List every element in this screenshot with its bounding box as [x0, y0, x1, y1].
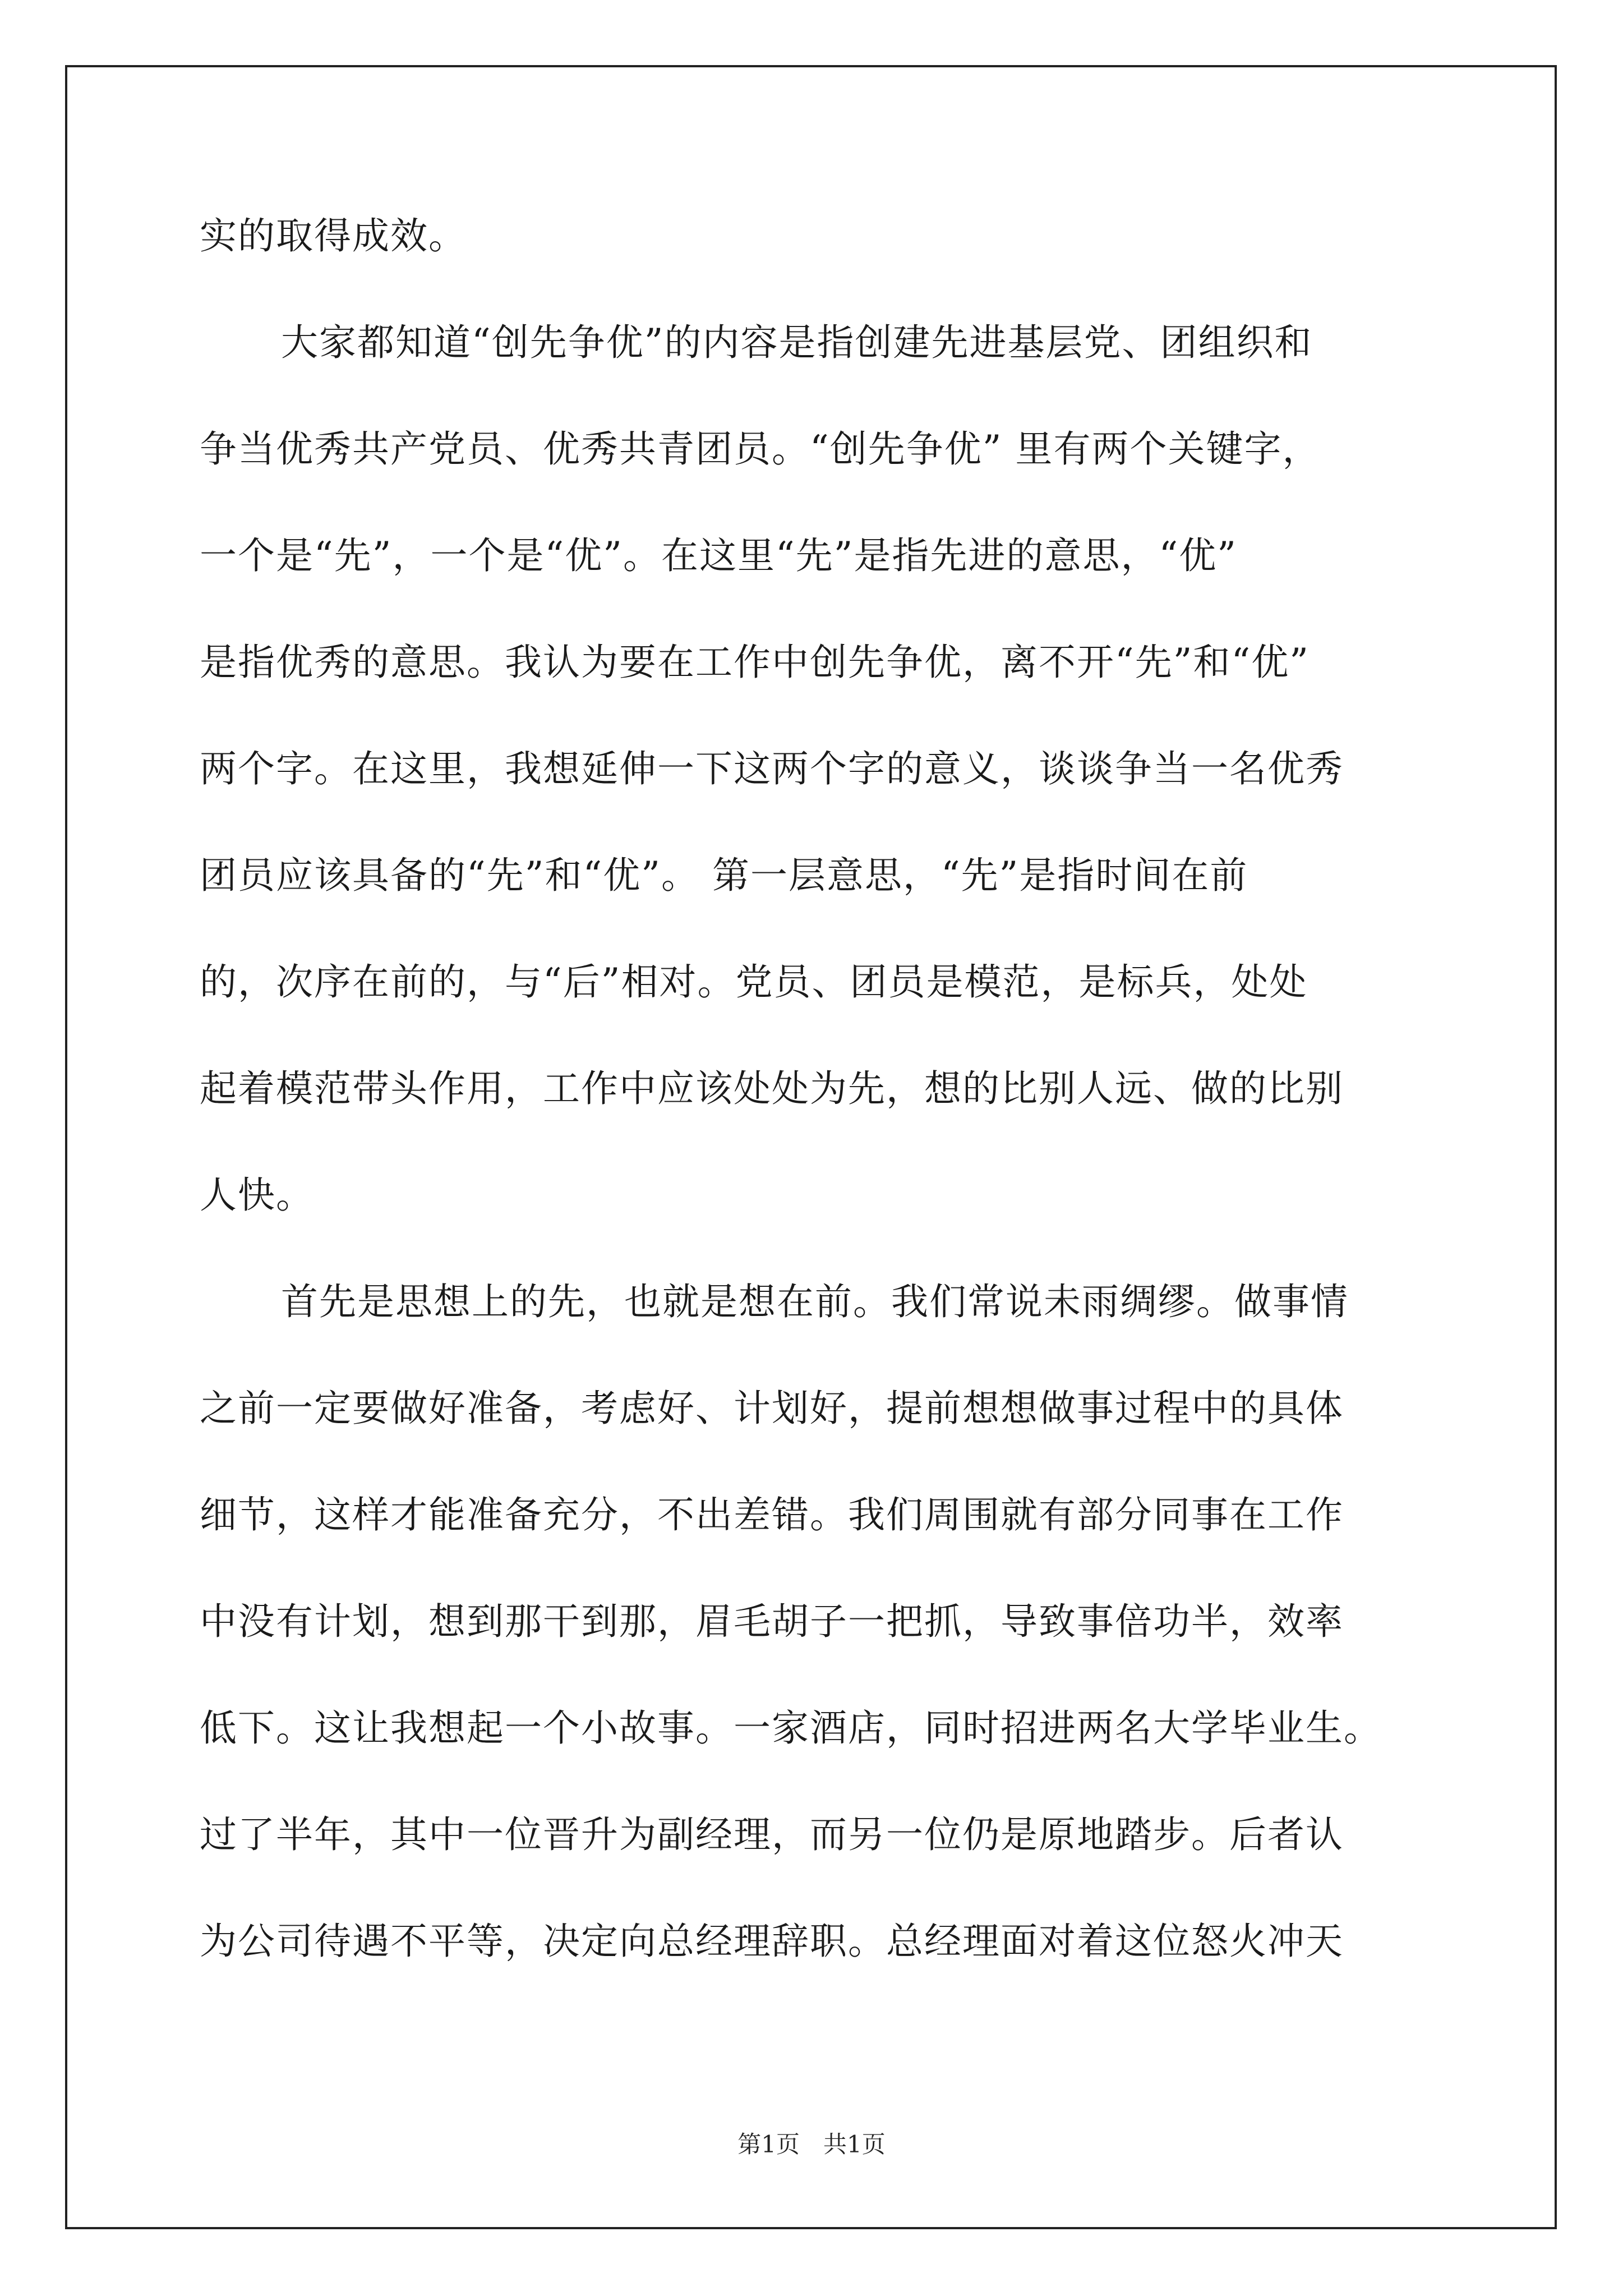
page-number-footer: 第1页 共1页	[737, 2131, 886, 2158]
text-line: 大家都知道“创先争优”的内容是指创建先进基层党、团组织和	[281, 321, 1313, 364]
text-line: 起着模范带头作用，工作中应该处处为先，想的比别人远、做的比别	[200, 1067, 1344, 1110]
text-line: 为公司待遇不平等，决定向总经理辞职。总经理面对着这位怒火冲天	[200, 1920, 1344, 1963]
text-line: 细节，这样才能准备充分，不出差错。我们周围就有部分同事在工作	[200, 1493, 1344, 1536]
text-line: 低下。这让我想起一个小故事。一家酒店，同时招进两名大学毕业生。	[200, 1706, 1382, 1750]
text-line: 首先是思想上的先，也就是想在前。我们常说未雨绸缪。做事情	[281, 1280, 1349, 1323]
text-line: 过了半年，其中一位晋升为副经理，而另一位仍是原地踏步。后者认	[200, 1813, 1344, 1856]
text-line: 的，次序在前的，与“后”相对。党员、团员是模范，是标兵，处处	[200, 960, 1308, 1004]
text-line: 团员应该具备的“先”和“优”。 第一层意思，“先”是指时间在前	[200, 854, 1248, 897]
text-line: 两个字。在这里，我想延伸一下这两个字的意义，谈谈争当一名优秀	[200, 747, 1344, 790]
text-line: 中没有计划，想到那干到那，眉毛胡子一把抓，导致事倍功半，效率	[200, 1600, 1344, 1643]
text-line: 争当优秀共产党员、优秀共青团员。“创先争优” 里有两个关键字，	[200, 427, 1321, 471]
text-line: 之前一定要做好准备，考虑好、计划好，提前想想做事过程中的具体	[200, 1387, 1344, 1430]
text-line: 人快。	[200, 1174, 314, 1217]
text-line: 是指优秀的意思。我认为要在工作中创先争优，离不开“先”和“优”	[200, 641, 1310, 684]
text-line: 一个是“先”，一个是“优”。在这里“先”是指先进的意思，“优”	[200, 534, 1237, 577]
text-line: 实的取得成效。	[200, 214, 467, 257]
